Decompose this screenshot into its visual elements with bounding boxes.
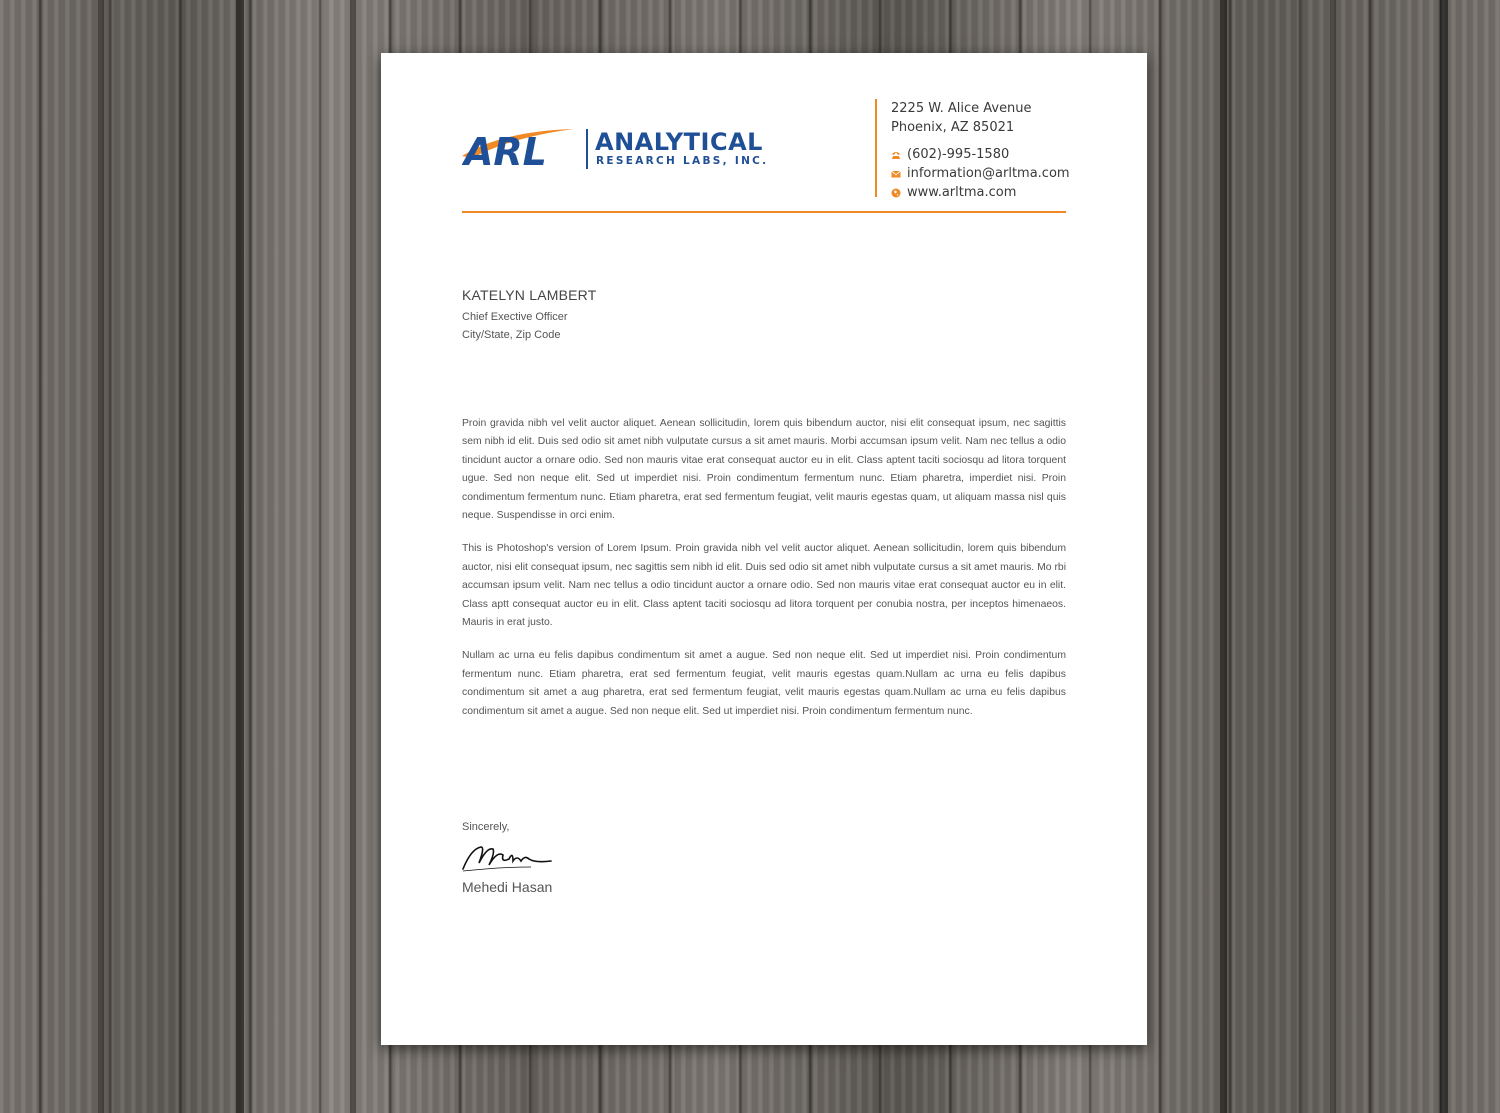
website-url: www.arltma.com <box>907 185 1017 200</box>
email-row <box>891 164 1111 183</box>
address-line-2: Phoenix, AZ 85021 <box>891 120 1015 135</box>
globe-icon <box>891 188 901 198</box>
svg-text:RESEARCH LABS, INC.: RESEARCH LABS, INC. <box>596 155 769 167</box>
wood-crack <box>98 0 104 1113</box>
wood-crack <box>350 0 356 1113</box>
wood-crack <box>1330 0 1336 1113</box>
website-row <box>891 183 1111 202</box>
body-paragraph-2: This is Photoshop's version of Lorem Ipsum. Proin gravida nibh vel velit auctor aliquet. Aenean sollicitudin, lorem quis bibendum auctor, nisi elit consequat ipsum, nec sagittis sem nibh id elit. Duis sed odio sit amet nibh vulputate cursus a sit amet mauris. Mo rbi accumsan ipsum velit. Nam nec tellus a odio tincidunt auctor a ornare odio. Sed non mauris vitae erat consequat auctor eu in elit. Class aptt consequat auctor eu in elit. Class aptent taciti sociosqu ad litora torquent per conubia nostra, per inceptos himenaeos. Mauris in erat justo. <box>462 543 1066 629</box>
recipient-block <box>462 287 596 344</box>
envelope-icon <box>891 169 901 179</box>
body-paragraph-3: Nullam ac urna eu felis dapibus condimentum sit amet a augue. Sed non neque elit. Sed ut imperdiet nisi. Proin condimentum fermentum nunc. Etiam pharetra, erat sed fermentum feugiat, velit mauris egestas quam.Nullam ac urna eu felis dapibus condimentum sit amet a aug pharetra, erat sed fermentum feugiat, velit mauris egestas quam.Nullam ac urna eu felis dapibus condimentum sit amet a augue. Sed non neque elit. Sed ut imperdiet nisi. Proin condimentum fermentum nunc. <box>462 650 1066 717</box>
body-paragraph-1: Proin gravida nibh vel velit auctor aliquet. Aenean sollicitudin, lorem quis bibendum auctor, nisi elit consequat ipsum, nec sagittis sem nibh id elit. Duis sed odio sit amet nibh vulputate cursus a sit amet mauris. Morbi accumsan ipsum velit. Nam nec tellus a odio tincidunt auctor a ornare odio. Sed non mauris vitae erat consequat auctor eu in elit. Class aptent taciti sociosqu ad litora torquent ugue. Sed non neque elit. Sed ut imperdiet nisi. Proin condimentum fermentum nunc. Etiam pharetra, imperdiet nisi. Proin condimentum fermentum nunc. Etiam pharetra, erat sed fermentum feugiat, velit mauris egestas quam, ut aliquam massa nisl quis neque. Suspendisse in orci enim. <box>462 418 1066 522</box>
svg-text:ARL: ARL <box>464 130 547 174</box>
contact-block <box>875 99 1111 200</box>
wood-crack <box>1440 0 1448 1113</box>
email-address: information@arltma.com <box>907 166 1070 181</box>
address-line-1: 2225 W. Alice Avenue <box>891 101 1032 116</box>
address <box>891 99 1111 137</box>
phone-number: (602)-995-1580 <box>907 147 1010 162</box>
letterhead-paper <box>381 53 1147 1045</box>
svg-text:ANALYTICAL: ANALYTICAL <box>595 128 763 156</box>
letter-body <box>462 415 1066 736</box>
closing-salutation: Sincerely, <box>462 821 510 833</box>
recipient-location: City/State, Zip Code <box>462 329 561 341</box>
recipient-title: Chief Exective Officer <box>462 311 568 323</box>
wood-crack <box>1220 0 1227 1113</box>
wood-crack <box>236 0 244 1113</box>
signature-icon <box>461 841 557 875</box>
phone-icon <box>891 150 901 160</box>
signer-name: Mehedi Hasan <box>462 879 553 895</box>
company-logo <box>462 125 802 175</box>
header-divider <box>462 211 1066 213</box>
recipient-name: KATELYN LAMBERT <box>462 287 597 303</box>
phone-row <box>891 145 1111 164</box>
